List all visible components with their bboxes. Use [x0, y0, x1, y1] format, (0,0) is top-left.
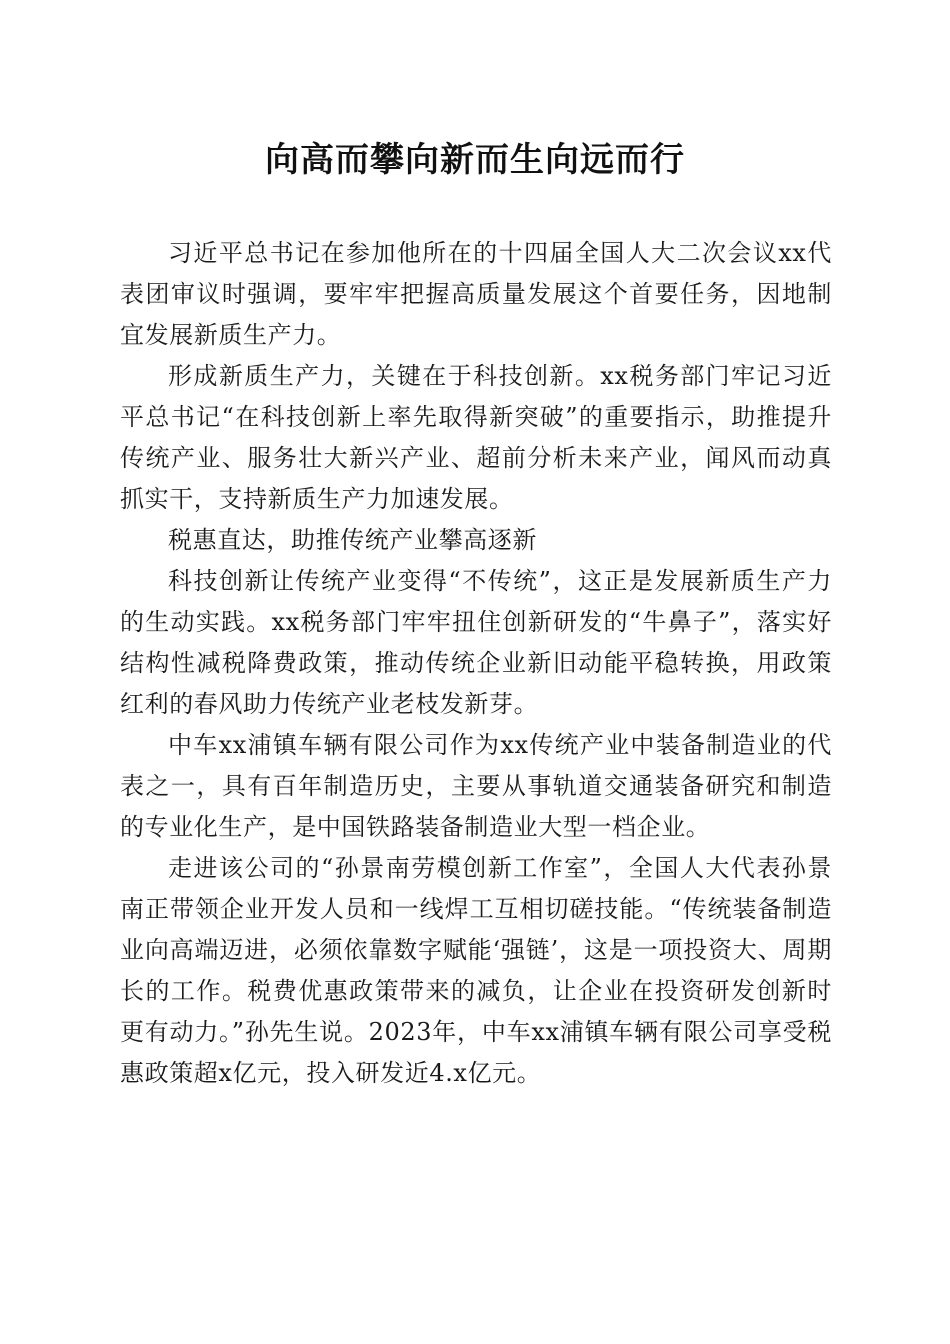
document-title: 向高而攀向新而生向远而行: [265, 140, 685, 180]
paragraph-intro: 习近平总书记在参加他所在的十四届全国人大二次会议xx代表团审议时强调，要牢牢把握高质量发展这个首要任务，因地制宜发展新质生产力。: [120, 239, 832, 349]
paragraph-company-profile: 中车xx浦镇车辆有限公司作为xx传统产业中装备制造业的代表之一，具有百年制造历史，主要从事轨道交通装备研究和制造的专业化生产，是中国铁路装备制造业大型一档企业。: [120, 731, 832, 841]
section-heading: 税惠直达，助推传统产业攀高逐新: [168, 526, 537, 554]
paragraph-traditional-industry: 科技创新让传统产业变得“不传统”，这正是发展新质生产力的生动实践。xx税务部门牢牢扭住创新研发的“牛鼻子”，落实好结构性减税降费政策，推动传统企业新旧动能平稳转换，用政策红利的春风助力传统产业老枝发新芽。: [120, 567, 832, 718]
paragraph-workshop: 走进该公司的“孙景南劳模创新工作室”，全国人大代表孙景南正带领企业开发人员和一线焊工互相切磋技能。“传统装备制造业向高端迈进，必须依靠数字赋能‘强链’，这是一项投资大、周期长的工作。税费优惠政策带来的减负，让企业在投资研发创新时更有动力。”孙先生说。2023年，中车xx浦镇车辆有限公司享受税惠政策超x亿元，投入研发近4.x亿元。: [120, 854, 832, 1087]
document-body: [120, 233, 832, 1094]
paragraph-innovation: 形成新质生产力，关键在于科技创新。xx税务部门牢记习近平总书记“在科技创新上率先取得新突破”的重要指示，助推提升传统产业、服务壮大新兴产业、超前分析未来产业，闻风而动真抓实干，支持新质生产力加速发展。: [120, 362, 832, 513]
